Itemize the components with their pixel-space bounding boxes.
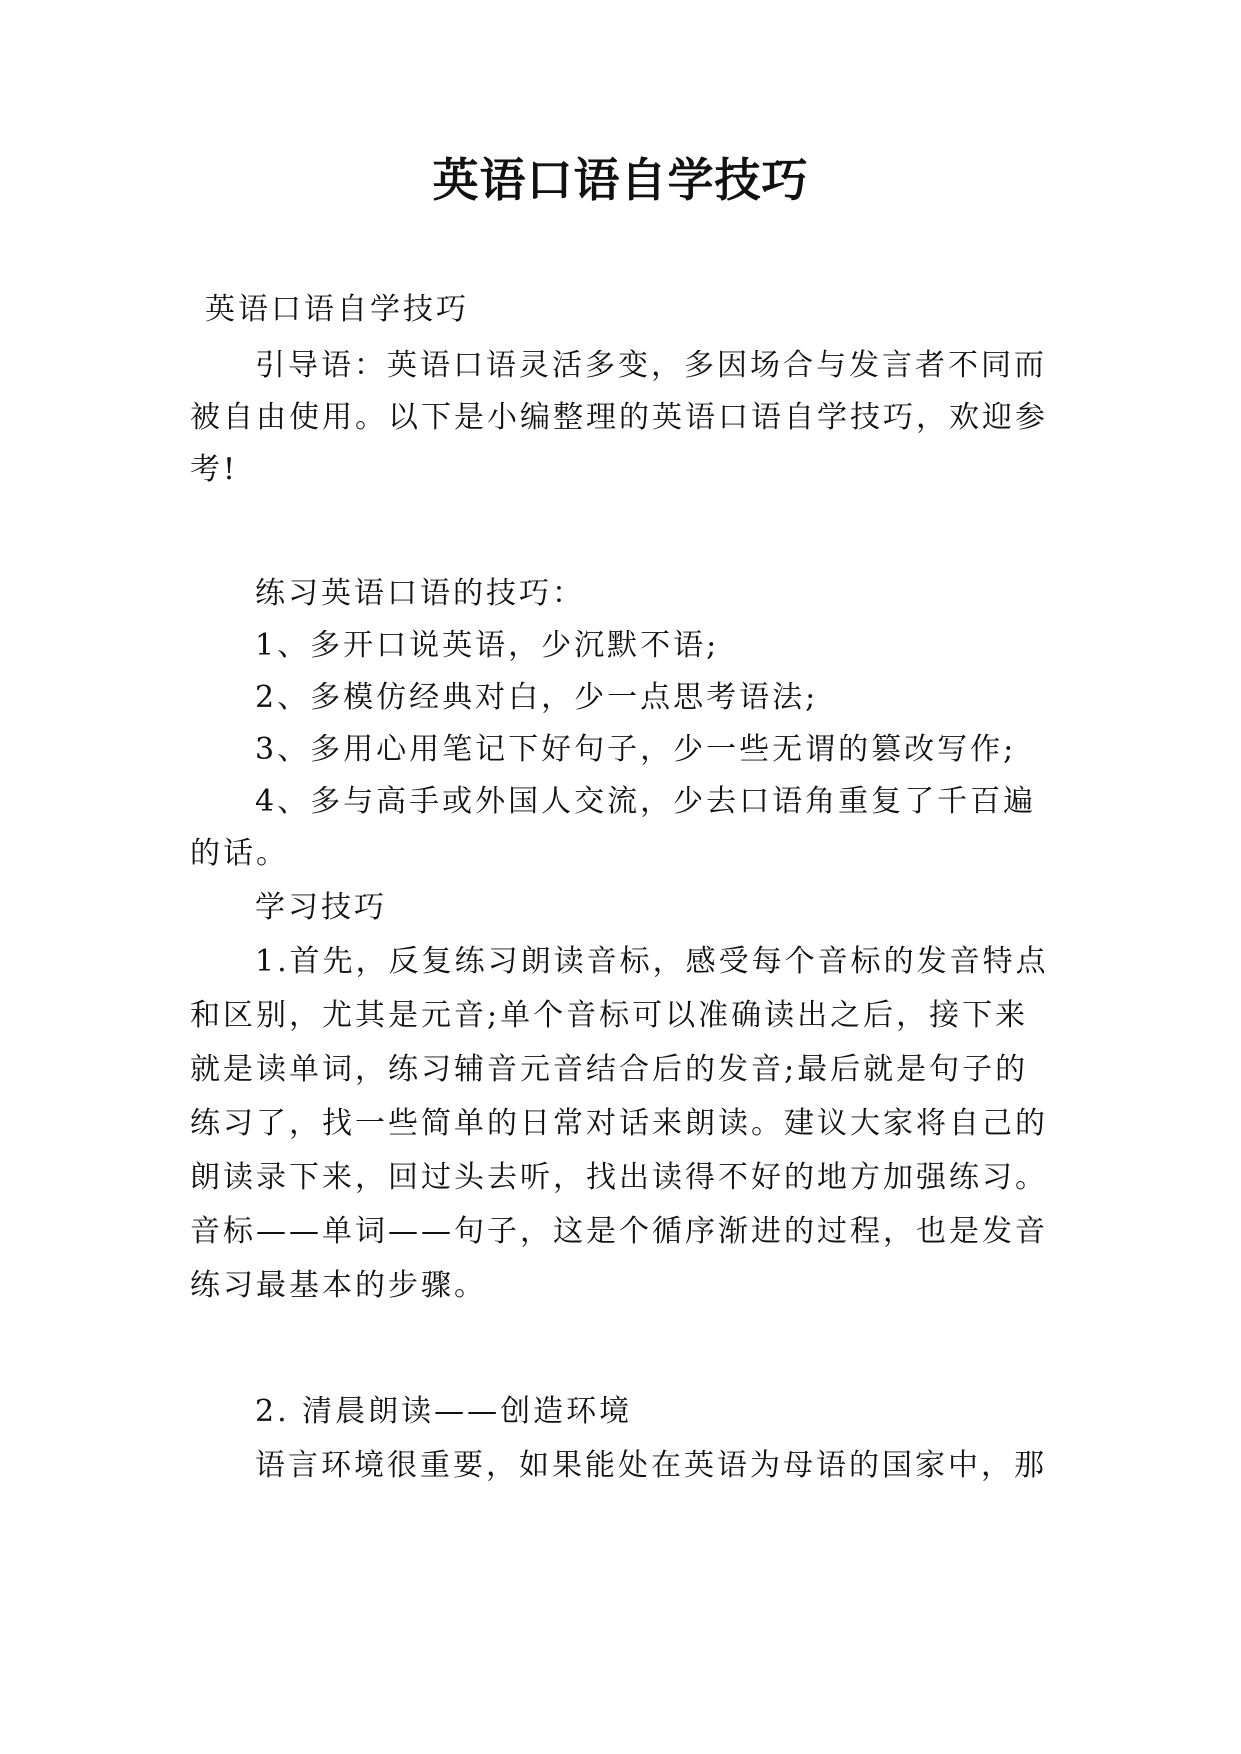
tips-heading: 练习英语口语的技巧： [255, 576, 585, 611]
document-title: 英语口语自学技巧 [432, 153, 809, 207]
tip-1: 1、多开口说英语，少沉默不语; [255, 628, 720, 663]
paragraph-1-line-6: 音标——单词——句子，这是个循序渐进的过程，也是发音 [190, 1214, 1048, 1249]
paragraph-2-line-1: 语言环境很重要，如果能处在英语为母语的国家中，那 [255, 1448, 1047, 1483]
intro-line-3: 考! [190, 452, 239, 487]
section-2-heading: 2. 清晨朗读——创造环境 [255, 1394, 633, 1429]
study-tips-heading: 学习技巧 [255, 890, 387, 925]
paragraph-1-line-4: 练习了，找一些简单的日常对话来朗读。建议大家将自己的 [190, 1106, 1048, 1141]
tip-4-line-1: 4、多与高手或外国人交流，少去口语角重复了千百遍 [255, 784, 1037, 819]
intro-line-1: 引导语：英语口语灵活多变，多因场合与发言者不同而 [255, 348, 1047, 383]
paragraph-1-line-5: 朗读录下来，回过头去听，找出读得不好的地方加强练习。 [190, 1160, 1048, 1195]
intro-line-2: 被自由使用。以下是小编整理的英语口语自学技巧，欢迎参 [190, 400, 1048, 435]
tip-4-line-2: 的话。 [190, 836, 289, 871]
paragraph-1-line-1: 1.首先，反复练习朗读音标，感受每个音标的发音特点 [255, 944, 1049, 979]
tip-2: 2、多模仿经典对白，少一点思考语法; [255, 680, 819, 715]
subtitle-line: 英语口语自学技巧 [205, 292, 469, 327]
paragraph-1-line-3: 就是读单词，练习辅音元音结合后的发音;最后就是句子的 [190, 1052, 1029, 1087]
tip-3: 3、多用心用笔记下好句子，少一些无谓的篡改写作; [255, 732, 1017, 767]
paragraph-1-line-7: 练习最基本的步骤。 [190, 1268, 487, 1303]
paragraph-1-line-2: 和区别，尤其是元音;单个音标可以准确读出之后，接下来 [190, 998, 1029, 1033]
